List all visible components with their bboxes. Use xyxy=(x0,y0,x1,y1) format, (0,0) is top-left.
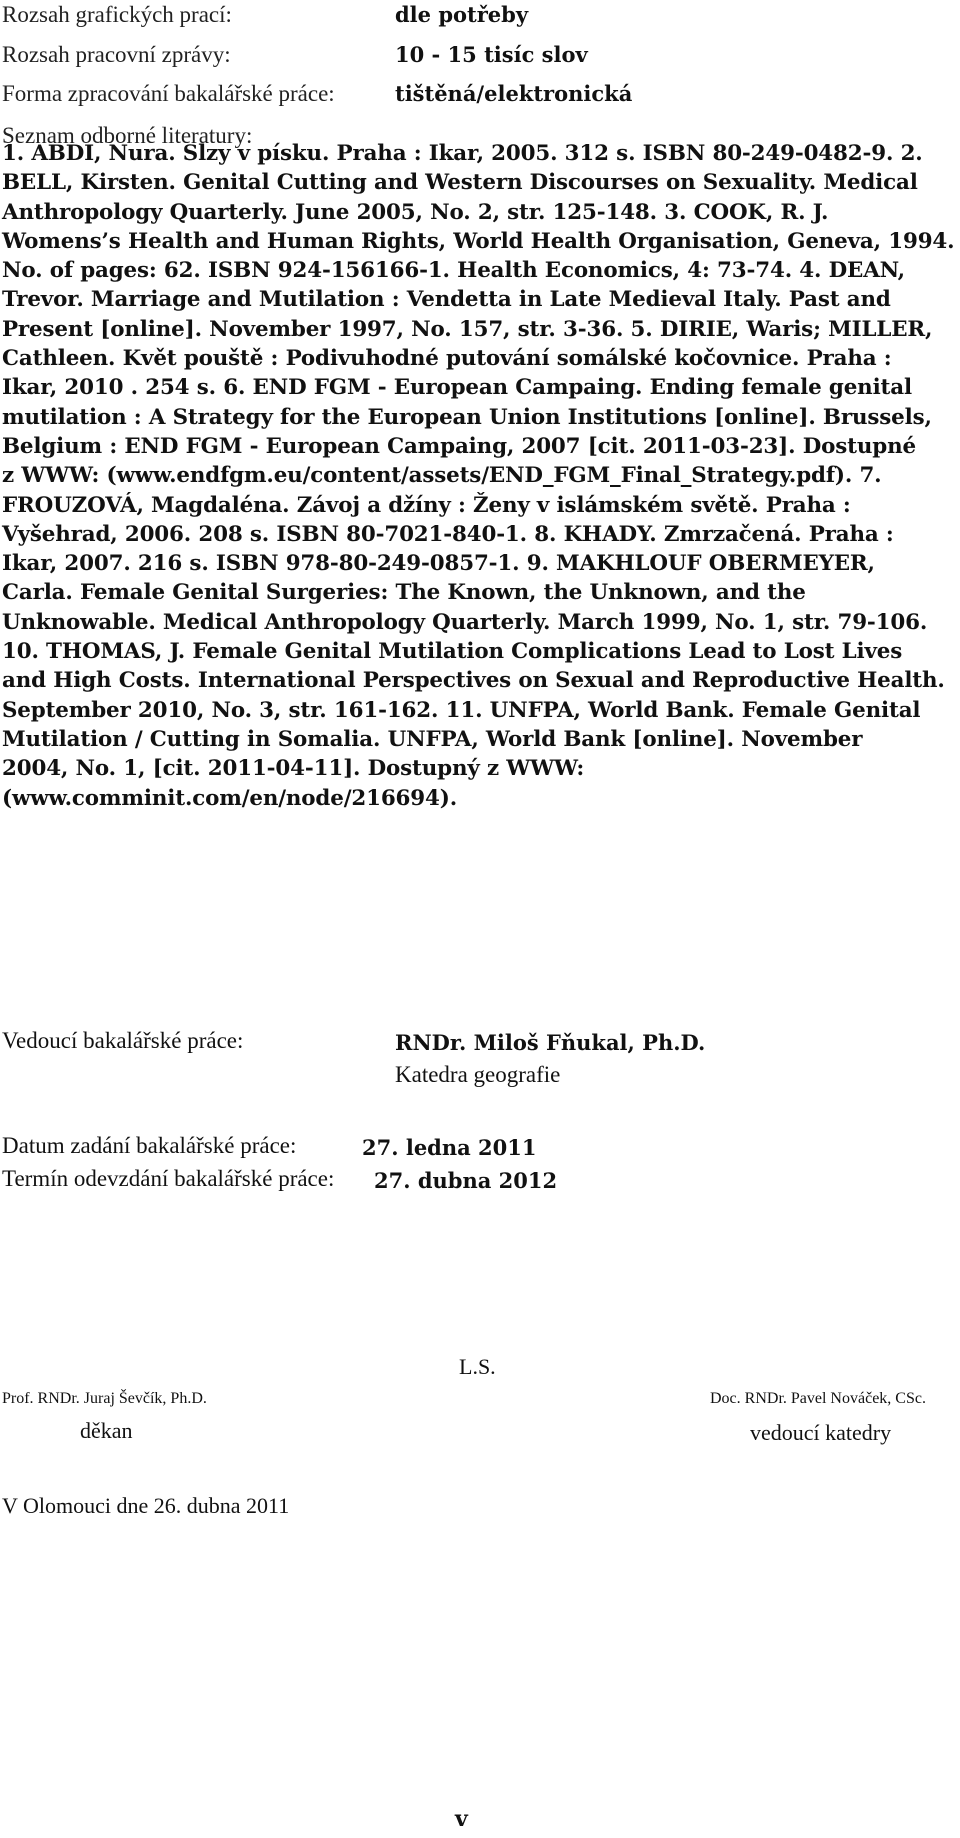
submission-date-value: 27. dubna 2012 xyxy=(374,1168,558,1193)
reference-line: 2004, No. 1, [cit. 2011-04-11]. Dostupný z WWW: xyxy=(2,756,585,782)
reference-line: Belgium : END FGM - European Campaing, 2007 [cit. 2011-03-23]. Dostupné xyxy=(2,433,916,459)
assignment-date-label: Datum zadání bakalářské práce: xyxy=(2,1133,297,1158)
reference-line: Ikar, 2010 . 254 s. 6. END FGM - European Campaing. Ending female genital xyxy=(2,375,912,401)
dean-name: Prof. RNDr. Juraj Ševčík, Ph.D. xyxy=(2,1390,207,1407)
reference-line: and High Costs. International Perspectives on Sexual and Reproductive Health. xyxy=(2,668,945,694)
reference-line: 1. ABDI, Nura. Slzy v písku. Praha : Ikar, 2005. 312 s. ISBN 80-249-0482-9. 2. xyxy=(2,141,923,166)
supervisor-name: RNDr. Miloš Fňukal, Ph.D. xyxy=(395,1030,706,1055)
references-list xyxy=(2,139,957,813)
reference-line: 10. THOMAS, J. Female Genital Mutilation Complications Lead to Lost Lives xyxy=(2,639,903,665)
head-name: Doc. RNDr. Pavel Nováček, CSc. xyxy=(710,1390,926,1407)
meta-label: Rozsah grafických prací: xyxy=(2,2,232,27)
reference-line: FROUZOVÁ, Magdaléna. Závoj a džíny : Ženy v islámském světě. Praha : xyxy=(2,492,851,518)
meta-value: tištěná/elektronická xyxy=(395,81,633,106)
meta-value: dle potřeby xyxy=(395,2,529,27)
literature-heading: Seznam odborné literatury: xyxy=(2,123,253,148)
reference-line: September 2010, No. 3, str. 161-162. 11. UNFPA, World Bank. Female Genital xyxy=(2,697,921,723)
reference-line: Vyšehrad, 2006. 208 s. ISBN 80-7021-840-1. 8. KHADY. Zmrzačená. Praha : xyxy=(2,521,894,547)
place-date: V Olomouci dne 26. dubna 2011 xyxy=(2,1493,290,1518)
reference-line: (www.comminit.com/en/node/216694). xyxy=(2,785,458,811)
seal-mark: L.S. xyxy=(459,1354,496,1379)
reference-line: Womens’s Health and Human Rights, World Health Organisation, Geneva, 1994. xyxy=(2,228,955,254)
dean-role: děkan xyxy=(80,1418,133,1443)
reference-line: BELL, Kirsten. Genital Cutting and Western Discourses on Sexuality. Medical xyxy=(2,170,918,196)
supervisor-label: Vedoucí bakalářské práce: xyxy=(2,1028,244,1053)
assignment-date-value: 27. ledna 2011 xyxy=(362,1135,537,1160)
head-role: vedoucí katedry xyxy=(750,1420,892,1445)
reference-line: No. of pages: 62. ISBN 924-156166-1. Health Economics, 4: 73-74. 4. DEAN, xyxy=(2,258,905,284)
reference-line: z WWW: (www.endfgm.eu/content/assets/END_FGM_Final_Strategy.pdf). 7. xyxy=(2,463,882,489)
meta-label: Rozsah pracovní zprávy: xyxy=(2,42,231,67)
reference-line: Anthropology Quarterly. June 2005, No. 2, str. 125-148. 3. COOK, R. J. xyxy=(2,199,829,225)
reference-line: Present [online]. November 1997, No. 157, str. 3-36. 5. DIRIE, Waris; MILLER, xyxy=(2,316,933,342)
reference-line: Unknowable. Medical Anthropology Quarterly. March 1999, No. 1, str. 79-106. xyxy=(2,609,928,635)
page-number: v xyxy=(455,1806,468,1832)
reference-line: Ikar, 2007. 216 s. ISBN 978-80-249-0857-1. 9. MAKHLOUF OBERMEYER, xyxy=(2,551,875,577)
reference-line: Cathleen. Květ pouště : Podivuhodné putování somálské kočovnice. Praha : xyxy=(2,346,892,372)
reference-line: Carla. Female Genital Surgeries: The Known, the Unknown, and the xyxy=(2,580,806,606)
reference-line: Trevor. Marriage and Mutilation : Vendetta in Late Medieval Italy. Past and xyxy=(2,287,891,313)
reference-line: Mutilation / Cutting in Somalia. UNFPA, World Bank [online]. November xyxy=(2,726,863,752)
submission-date-label: Termín odevzdání bakalářské práce: xyxy=(2,1166,335,1191)
meta-value: 10 - 15 tisíc slov xyxy=(395,42,588,67)
meta-label: Forma zpracování bakalářské práce: xyxy=(2,81,335,106)
supervisor-department: Katedra geografie xyxy=(395,1062,561,1087)
reference-line: mutilation : A Strategy for the European Union Institutions [online]. Brussels, xyxy=(2,404,932,430)
